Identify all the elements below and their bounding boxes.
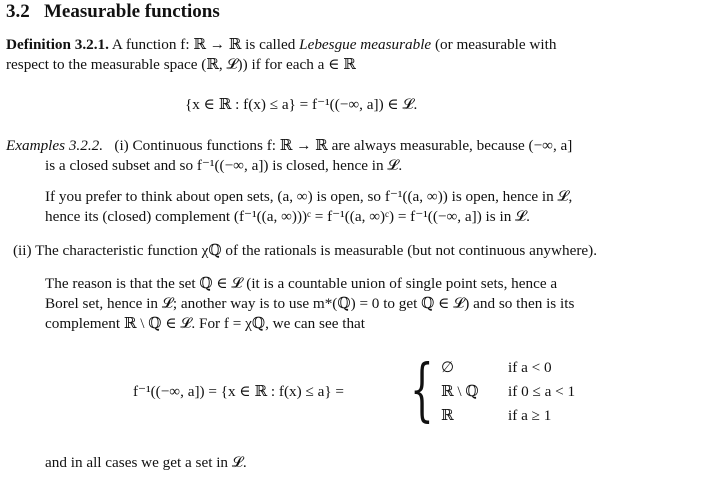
section-title: Measurable functions [44, 1, 220, 22]
definition-display-formula: {x ∈ ℝ : f(x) ≤ a} = f⁻¹((−∞, a]) ∈ 𝓛. [185, 96, 418, 113]
example-1-line-1: Continuous functions f: ℝ → ℝ are always measurable, because (−∞, a] [132, 137, 573, 154]
example-2-para2-line-3: complement ℝ \ ℚ ∈ 𝓛. For f = χℚ, we can see that [45, 315, 366, 332]
section-heading [6, 1, 220, 23]
example-2-text: The characteristic function χℚ of the rationals is measurable (but not continuous anywhere). [35, 242, 597, 259]
definition-text-pre: A function f: ℝ → ℝ is called [111, 36, 296, 53]
examples-label: Examples 3.2.2. [6, 137, 104, 154]
piecewise-lhs: f⁻¹((−∞, a]) = {x ∈ ℝ : f(x) ≤ a} = [133, 383, 344, 400]
case-2-condition: if 0 ≤ a < 1 [508, 383, 576, 400]
case-2-value: ℝ \ ℚ [441, 383, 479, 400]
example-2-para2-line-1: The reason is that the set ℚ ∈ 𝓛 (it is a countable union of single point sets, hence a [45, 275, 558, 292]
section-number: 3.2 [6, 1, 30, 22]
examples-line-1 [6, 136, 572, 156]
case-3-value: ℝ [441, 407, 454, 424]
case-1-condition: if a < 0 [508, 359, 552, 376]
example-1-marker: (i) [114, 137, 129, 154]
definition-line-1 [6, 35, 556, 55]
example-1-para2-line-1: If you prefer to think about open sets, (a, ∞) is open, so f⁻¹((a, ∞)) is open, hence in 𝓛, [45, 188, 573, 205]
example-2-line-1 [13, 241, 597, 261]
definition-term: Lebesgue measurable [299, 36, 432, 53]
definition-label: Definition 3.2.1. [6, 36, 109, 53]
case-3-condition: if a ≥ 1 [508, 407, 552, 424]
example-2-para2-line-2: Borel set, hence in 𝓛; another way is to use m*(ℚ) = 0 to get ℚ ∈ 𝓛) and so then is its [45, 295, 575, 312]
example-2-closing: and in all cases we get a set in 𝓛. [45, 454, 247, 471]
case-1-value: ∅ [441, 359, 455, 376]
example-1-line-2: is a closed subset and so f⁻¹((−∞, a]) is closed, hence in 𝓛. [45, 157, 403, 174]
left-brace-icon: { [410, 351, 434, 430]
example-1-para2-line-2: hence its (closed) complement (f⁻¹((a, ∞)))ᶜ = f⁻¹((a, ∞)ᶜ) = f⁻¹((−∞, a]) is in 𝓛. [45, 208, 530, 225]
definition-text-post: (or measurable with [434, 36, 557, 53]
definition-line-2: respect to the measurable space (ℝ, 𝓛)) if for each a ∈ ℝ [6, 56, 356, 73]
example-2-marker: (ii) [13, 242, 32, 259]
